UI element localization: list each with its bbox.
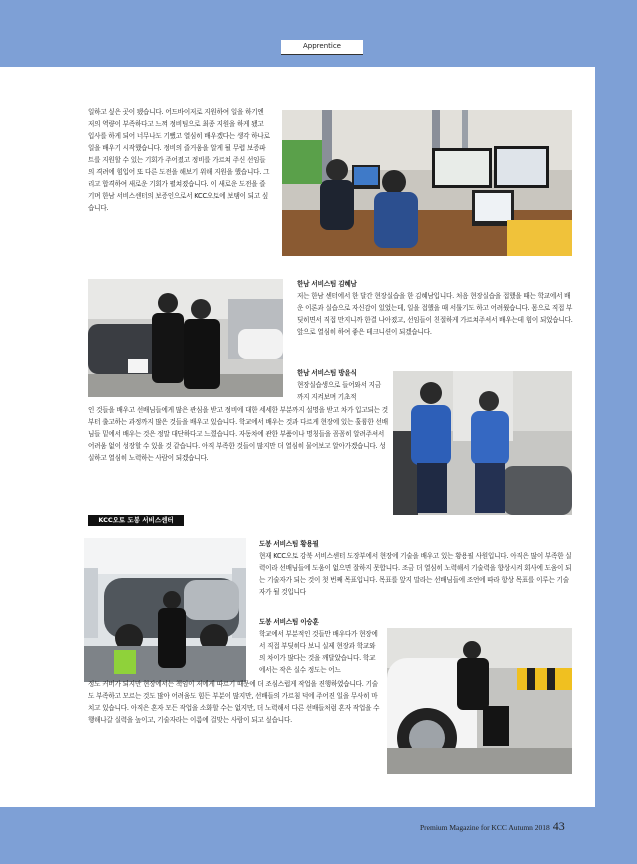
- photo-tire-work: [387, 628, 572, 774]
- hannam-1-paragraph: 저는 한남 센터에서 한 달간 현장실습을 한 김혜남입니다. 처음 현장실습을 접했을 때는 학교에서 배운 이론과 실습으로 자신감이 있었는데, 일을 접했을 때 서툴기도 하고 어려웠습니다. 몸으로 직접 부딪히면서 직접 만지니까 한결 나아졌고, 선임들이 친절하게 가르쳐주셔서 배우는데 힘이 되었습니다. 앞으로 열심히 하여 좋은 테크니션이 되겠습니다.: [297, 292, 573, 336]
- dobong-2-paragraph-wide: 정도 커버가 되지만 현장에서는 책임이 저에게 따르기 때문에 더 조심스럽게 작업을 진행하였습니다. 기술도 부족하고 모르는 것도 많아 어려움도 힘든 부분이 많지만, 선배들의 가르침 덕에 주어진 일을 무사히 마치고 있습니다. 아직은 혼자 모든 작업을 소화할 수는 없지만, 더 노력해서 다른 선배들처럼 혼자 작업을 수행해나갈 실력을 높이고, 기술자라는 이름에 걸맞는 사람이 되고 싶습니다.: [88, 680, 380, 724]
- dobong-2-title: 도봉 서비스팀 이승훈: [259, 618, 319, 626]
- dobong-1-paragraph: 현재 KCC오토 강북 서비스센터 도장부에서 현장에 기술을 배우고 있는 황용필 사원입니다. 아직은 많이 부족한 실력이라 선배님들에 도움이 없으면 잘하지 못합니다. 조금 더 열심히 노력해서 기술력을 향상시켜 회사에 도움이 되는 기술자가 되는 것이 첫 번째 목표입니다. 목표를 앞지 말라는 선배님들에 조언에 따라 항상 목표를 이루는 기술자가 될 것입니다: [259, 552, 572, 596]
- dobong-center-badge: KCC오토 도봉 서비스센터: [88, 515, 184, 526]
- hannam-2-paragraph-wide: 인 것들을 배우고 선배님들에게 많은 관심을 받고 정비에 대한 세세한 부분까지 설명을 받고 차가 입고되는 것부터 출고하는 과정까지 많은 것들을 배우고 있습니다. 학교에서 배우는 것과 다르게 현장에 있는 훌륭한 선배님들 밑에서 배우는 것은 정말 대단하다고 느꼈습니다. 자동차에 관한 부품이나 명칭들을 꼼꼼히 알려주셔서 어려움 없이 성장할 수 있을 것 같습니다. 아직 부족한 것들이 많지만 더 열심히 물어보고 알아가겠습니다. 성실하고 열심히 노력하는 사람이 되겠습니다.: [88, 406, 388, 462]
- dobong-2-block: [259, 616, 381, 676]
- dobong-1-block: [259, 538, 574, 598]
- dobong-2-paragraph-narrow: 학교에서 부분적인 것들만 배우다가 현장에서 직접 부딪히다 보니 실제 현장과 학교와의 차이가 많다는 것을 깨달았습니다. 학교에서는 작은 실수 정도는 어느: [259, 630, 378, 674]
- page-number: 43: [552, 819, 565, 833]
- intro-paragraph: 일하고 싶은 곳이 됐습니다. 어드바이저로 지원하여 일을 하기엔 저의 역량이 부족하다고 느껴 정비팀으로 최종 지원을 하게 됐고 입사를 하게 되어 너무나도 기뻤고 열심히 배우겠다는 생각 하나로 일을 배우기 시작했습니다. 정비의 즐거움을 알게 될 무렵 보증파트를 지원할 수 있는 기회가 주어졌고 정비를 가르쳐 주신 선임들의 격려에 힘입어 또 다른 도전을 해보기 위해 지원을 했습니다. 그리고 합격하여 새로운 기회가 펼쳐졌습니다. 이 새로운 도전을 즐기며 한남 서비스센터의 보증인으로서 KCC오토에 보탬이 되고 싶습니다.: [88, 108, 270, 212]
- hannam-2-block: [297, 367, 387, 403]
- hannam-2-title: 한남 서비스팀 방윤식: [297, 369, 357, 377]
- photo-paint-booth: [84, 538, 246, 682]
- hannam-1-title: 한남 서비스팀 김혜남: [297, 280, 357, 288]
- photo-workshop-trainees: [88, 279, 283, 397]
- photo-blue-uniform-trainees: [393, 371, 572, 515]
- hannam-1-block: [297, 278, 573, 338]
- page-footer: [420, 819, 565, 834]
- dobong-1-title: 도봉 서비스팀 황용필: [259, 540, 319, 548]
- magazine-name: Premium Magazine for KCC Autumn 2018: [420, 823, 550, 832]
- hannam-2-paragraph-narrow: 현장실습생으로 들어와서 지금까지 지켜보며 기초적: [297, 381, 381, 401]
- section-label: Apprentice: [281, 40, 363, 55]
- photo-office: [282, 110, 572, 256]
